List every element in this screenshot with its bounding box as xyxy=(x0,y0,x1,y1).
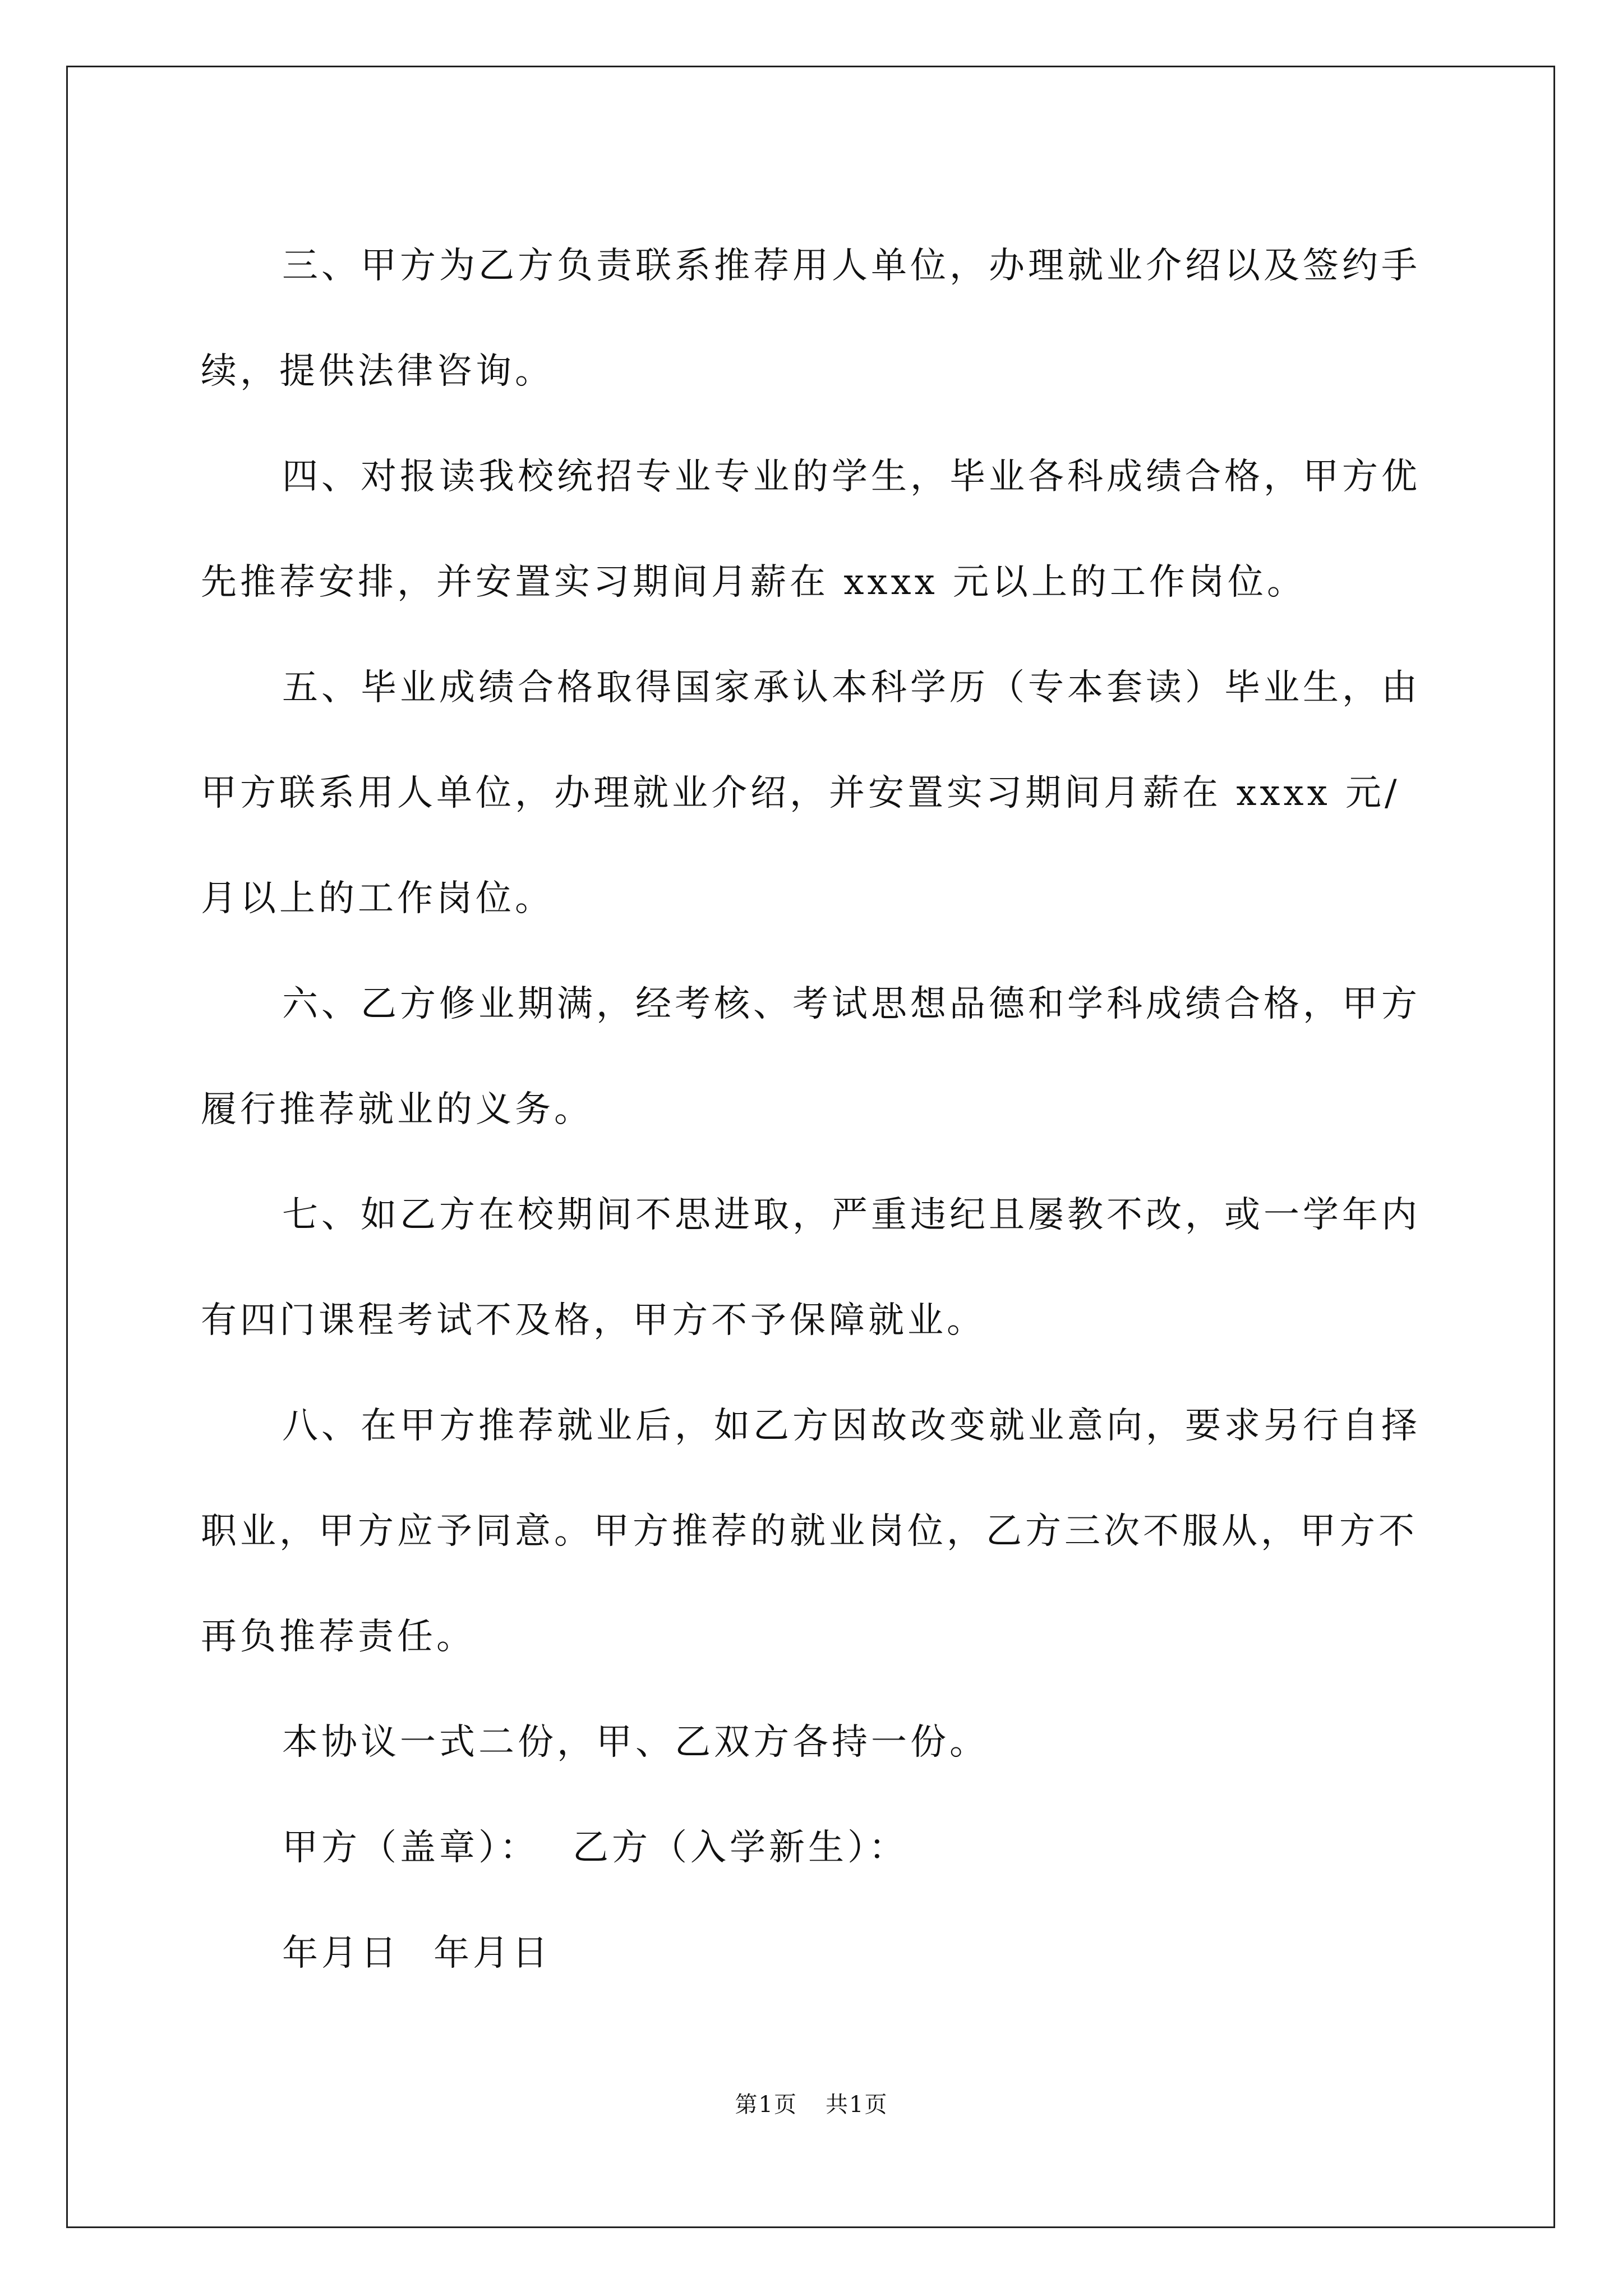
party-a-signature-label: 甲方（盖章）： xyxy=(282,1827,539,1869)
clause-3: 三、甲方为乙方负责联系推荐用人单位，办理就业介绍以及签约手续，提供法律咨询。 xyxy=(201,245,1421,392)
party-b-signature-label: 乙方（入学新生）： xyxy=(573,1827,908,1869)
party-b-date: 年月日 xyxy=(434,1932,551,1974)
page-number: 第1页 xyxy=(735,2092,797,2118)
party-a-date: 年月日 xyxy=(282,1932,400,1974)
clause-8: 八、在甲方推荐就业后，如乙方因故改变就业意向，要求另行自择职业，甲方应予同意。甲方推荐的就业岗位，乙方三次不服从，甲方不再负推荐责任。 xyxy=(201,1405,1421,1658)
document-body xyxy=(201,213,1435,2006)
clause-6: 六、乙方修业期满，经考核、考试思想品德和学科成绩合格，甲方履行推荐就业的义务。 xyxy=(201,983,1421,1130)
clause-4: 四、对报读我校统招专业专业的学生，毕业各科成绩合格，甲方优先推荐安排，并安置实习期间月薪在 xxxx 元以上的工作岗位。 xyxy=(201,456,1421,603)
clause-5: 五、毕业成绩合格取得国家承认本科学历（专本套读）毕业生，由甲方联系用人单位，办理就业介绍，并安置实习期间月薪在 xxxx 元/月以上的工作岗位。 xyxy=(201,667,1421,919)
date-line xyxy=(201,1901,1435,2006)
copies-statement: 本协议一式二份，甲、乙双方各持一份。 xyxy=(282,1722,989,1763)
page-footer xyxy=(0,2087,1623,2119)
clause-7: 七、如乙方在校期间不思进取，严重违纪且屡教不改，或一学年内有四门课程考试不及格，甲方不予保障就业。 xyxy=(201,1194,1421,1341)
page-total: 共1页 xyxy=(826,2092,888,2118)
signature-line xyxy=(201,1795,1435,1901)
